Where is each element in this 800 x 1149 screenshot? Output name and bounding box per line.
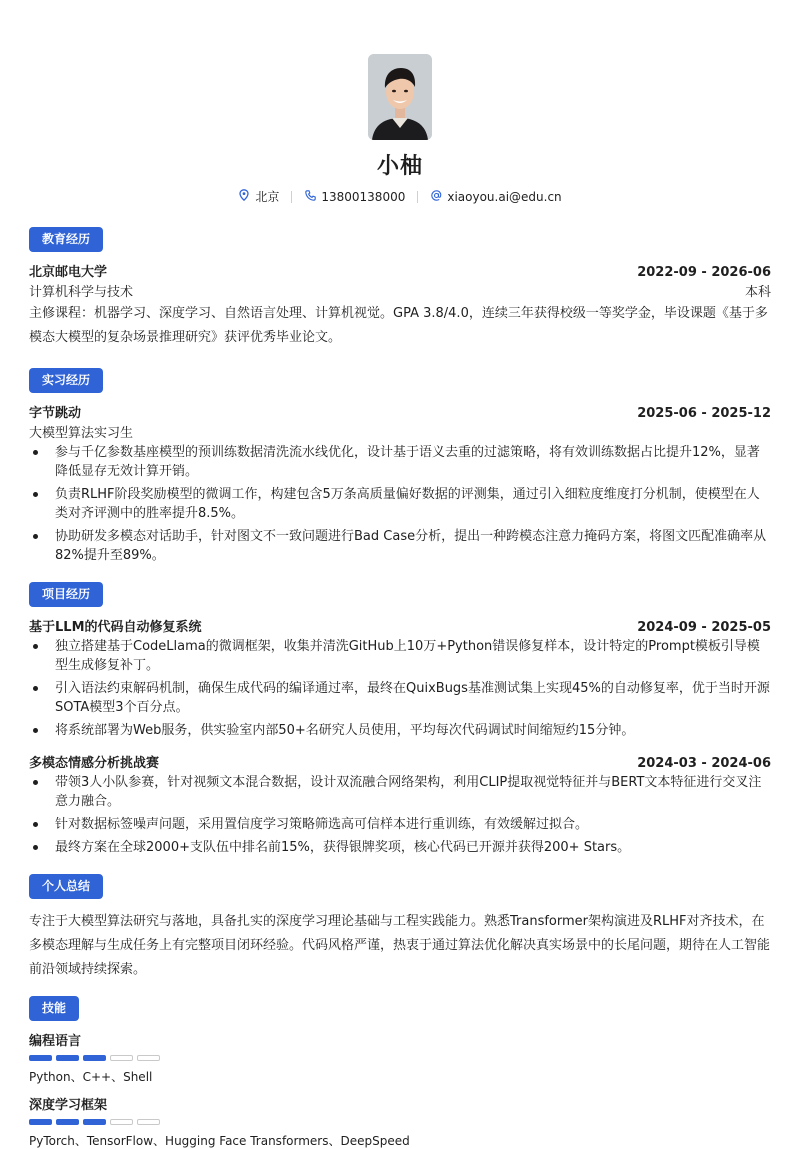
project-date: 2024-03 - 2024-06 [637, 756, 771, 771]
bullet-text: 负责RLHF阶段奖励模型的微调工作，构建包含5万条高质量偏好数据的评测集，通过引入细粒度维度打分机制，使模型在人类对齐评测中的胜率提升8.5%。 [55, 487, 760, 521]
bullet-dot [33, 686, 38, 691]
project-title: 基于LLM的代码自动修复系统 [29, 620, 202, 635]
skill-level-filled [83, 1055, 106, 1061]
skill-items: Python、C++、Shell [29, 1070, 153, 1084]
bullet-text: 引入语法约束解码机制，确保生成代码的编译通过率，最终在QuixBugs基准测试集上实现45%的自动修复率，优于当时开源SOTA模型3个百分点。 [55, 681, 770, 715]
section-tag-education: 教育经历 [29, 227, 103, 252]
skill-level-empty [110, 1055, 133, 1061]
degree: 本科 [744, 285, 771, 300]
avatar-photo [368, 54, 432, 140]
resume-header [29, 0, 771, 205]
list-item [29, 679, 771, 717]
summary-text: 专注于大模型算法研究与落地，具备扎实的深度学习理论基础与工程实践能力。熟悉Transformer架构演进及RLHF对齐技术，在多模态理解与生成任务上有完整项目闭环经验。代码风格严谨，热衷于通过算法优化解决真实场景中的长尾问题，期待在人工智能前沿领域持续探索。 [29, 914, 771, 977]
candidate-name: 小柚 [376, 154, 423, 179]
contact-location [238, 188, 279, 205]
contact-divider [417, 191, 418, 203]
education-description: 主修课程：机器学习、深度学习、自然语言处理、计算机视觉。GPA 3.8/4.0，连续三年获得校级一等奖学金，毕设课题《基于多模态大模型的复杂场景推理研究》获评优秀毕业论文。 [29, 306, 768, 345]
section-tag-summary: 个人总结 [29, 874, 103, 899]
list-item [29, 815, 771, 834]
list-item [29, 527, 771, 565]
list-item [29, 721, 771, 740]
bullet-text: 参与千亿参数基座模型的预训练数据清洗流水线优化，设计基于语义去重的过滤策略，将有效训练数据占比提升12%，显著降低显存无效计算开销。 [55, 445, 760, 479]
major: 计算机科学与技术 [29, 285, 134, 300]
list-item [29, 838, 771, 857]
internship-section [29, 368, 771, 565]
section-tag-internship: 实习经历 [29, 368, 103, 393]
skill-title: 编程语言 [29, 1034, 82, 1049]
skill-group [29, 1030, 771, 1085]
skill-level-bars [29, 1119, 771, 1125]
bullet-dot [33, 780, 38, 785]
summary-section [29, 874, 771, 982]
project-item [29, 752, 771, 857]
bullet-text: 将系统部署为Web服务，供实验室内部50+名研究人员使用，平均每次代码调试时间缩短约15分钟。 [55, 723, 635, 738]
contact-divider [291, 191, 292, 203]
bullet-dot [33, 822, 38, 827]
projects-section [29, 582, 771, 857]
skill-level-filled [29, 1119, 52, 1125]
resume-page [29, 0, 771, 1149]
education-date: 2022-09 - 2026-06 [637, 265, 771, 280]
company-name: 字节跳动 [29, 406, 82, 421]
list-item [29, 773, 771, 811]
school-name: 北京邮电大学 [29, 265, 108, 280]
skill-items: PyTorch、TensorFlow、Hugging Face Transformers、DeepSpeed [29, 1134, 410, 1148]
section-tag-projects: 项目经历 [29, 582, 103, 607]
education-header-row [29, 261, 771, 280]
list-item [29, 637, 771, 675]
project-title: 多模态情感分析挑战赛 [29, 756, 160, 771]
contact-phone [304, 190, 405, 204]
education-sub-row [29, 281, 771, 300]
project-header-row [29, 752, 771, 771]
skill-level-empty [137, 1119, 160, 1125]
bullet-dot [33, 450, 38, 455]
location-text: 北京 [255, 190, 280, 204]
list-item [29, 443, 771, 481]
skills-section [29, 996, 771, 1149]
project-bullets [29, 637, 771, 740]
skill-level-filled [29, 1055, 52, 1061]
phone-icon [304, 190, 316, 204]
skill-group [29, 1094, 771, 1149]
avatar [368, 54, 432, 140]
skill-level-empty [137, 1055, 160, 1061]
internship-date: 2025-06 - 2025-12 [637, 406, 771, 421]
bullet-dot [33, 534, 38, 539]
list-item [29, 485, 771, 523]
email-text[interactable]: xiaoyou.ai@edu.cn [447, 189, 562, 204]
bullet-text: 最终方案在全球2000+支队伍中排名前15%，获得银牌奖项，核心代码已开源并获得200+ Stars。 [55, 840, 631, 855]
skill-level-filled [56, 1119, 79, 1125]
skill-level-filled [83, 1119, 106, 1125]
section-tag-skills: 技能 [29, 996, 79, 1021]
phone-text[interactable]: 13800138000 [321, 189, 406, 204]
bullet-text: 针对数据标签噪声问题，采用置信度学习策略筛选高可信样本进行重训练，有效缓解过拟合。 [55, 817, 589, 832]
project-item [29, 616, 771, 740]
skill-level-empty [110, 1119, 133, 1125]
bullet-dot [33, 644, 38, 649]
project-date: 2024-09 - 2025-05 [637, 620, 771, 635]
at-sign-icon [430, 190, 442, 204]
location-pin-icon [238, 189, 250, 204]
bullet-dot [33, 728, 38, 733]
bullet-text: 带领3人小队参赛，针对视频文本混合数据，设计双流融合网络架构，利用CLIP提取视觉特征并与BERT文本特征进行交叉注意力融合。 [55, 775, 762, 809]
bullet-text: 协助研发多模态对话助手，针对图文不一致问题进行Bad Case分析，提出一种跨模态注意力掩码方案，将图文匹配准确率从82%提升至89%。 [55, 529, 767, 563]
bullet-text: 独立搭建基于CodeLlama的微调框架，收集并清洗GitHub上10万+Python错误修复样本，设计特定的Prompt模板引导模型生成修复补丁。 [55, 639, 760, 673]
skill-level-filled [56, 1055, 79, 1061]
internship-header-row [29, 402, 771, 421]
contact-bar [29, 188, 771, 205]
internship-role: 大模型算法实习生 [29, 426, 134, 441]
project-header-row [29, 616, 771, 635]
internship-bullets [29, 443, 771, 565]
skill-title: 深度学习框架 [29, 1098, 108, 1113]
contact-email [430, 190, 561, 204]
bullet-dot [33, 492, 38, 497]
bullet-dot [33, 845, 38, 850]
skill-level-bars [29, 1055, 771, 1061]
education-section [29, 227, 771, 350]
project-bullets [29, 773, 771, 857]
